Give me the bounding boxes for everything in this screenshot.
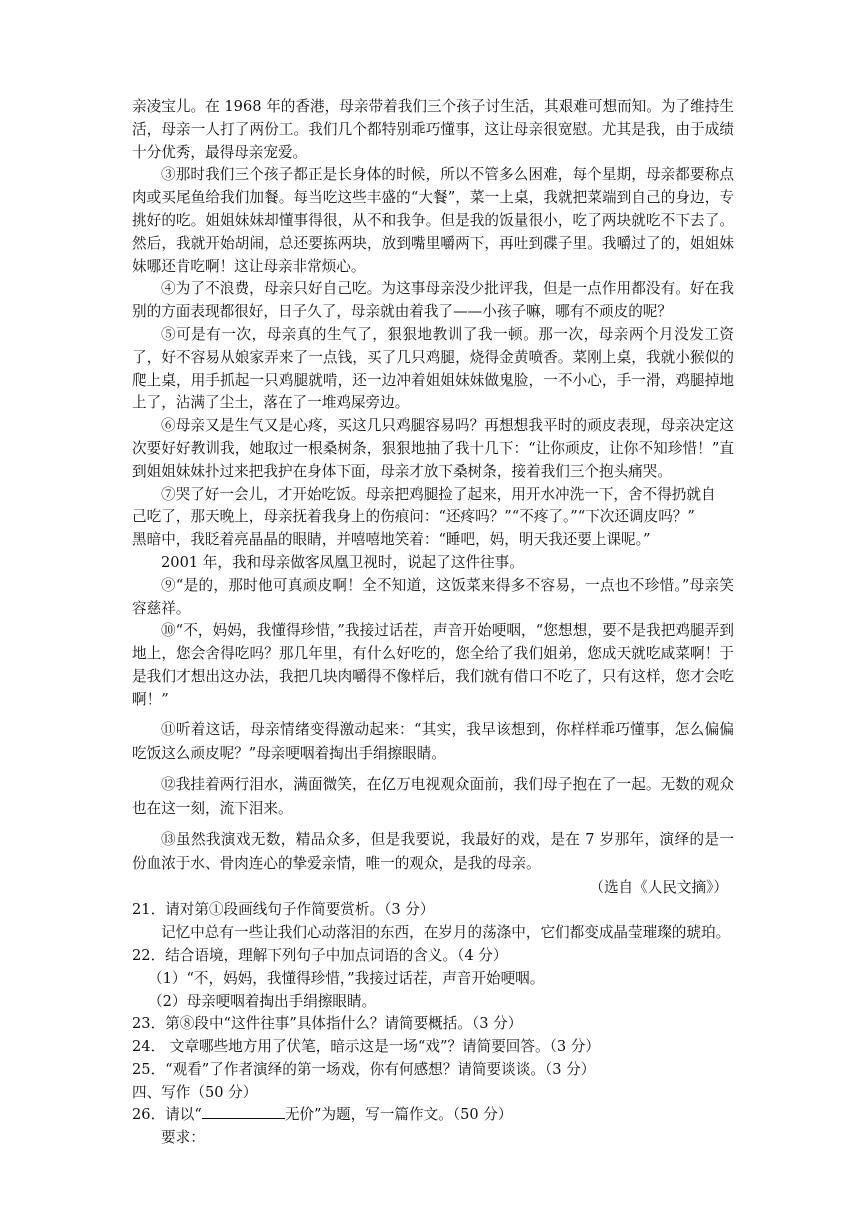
question-21: 21．请对第①段画线句子作简要赏析。（3 分） — [132, 901, 435, 919]
question-25: 25．“观看”了作者演绎的第一场戏，你有何感想？请简要谈谈。（3 分） — [132, 1060, 596, 1078]
paragraph-11: ⑪听着这话，母亲情绪变得激动起来：“其实，我早该想到，你样样乖巧懂事，怎么偏偏吃饭这么顽皮呢？”母亲哽咽着掏出手绢擦眼睛。 — [132, 720, 734, 763]
question-26 — [132, 1104, 734, 1127]
paragraph-5: ⑤可是有一次，母亲真的生气了，狠狠地教训了我一顿。那一次，母亲两个月没发工资了，好不容易从娘家弄来了一点钱，买了几只鸡腿，烧得金黄喷香。菜刚上桌，我就小猴似的爬上桌，用手抓起一只鸡腿就啃，还一边冲着姐姐妹妹做鬼脸，一不小心，手一滑，鸡腿掉地上了，沾满了尘土，落在了一堆鸡屎旁边。 — [132, 325, 734, 412]
paragraph-dark: 黑暗中，我眨着亮晶晶的眼睛，并嘻嘻地笑着：“睡吧，妈，明天我还要上课呢。” — [132, 531, 651, 549]
exam-page — [132, 96, 734, 1150]
paragraph-8: 2001 年，我和母亲做客凤凰卫视时，说起了这件往事。 — [161, 553, 524, 571]
question-26-suffix: 无价”为题，写一篇作文。（50 分） — [284, 1106, 513, 1124]
paragraph-12: ⑫我挂着两行泪水，满面微笑，在亿万电视观众面前，我们母子抱在了一起。无数的观众也在这一刻，流下泪来。 — [132, 775, 734, 818]
writing-heading: 四、写作（50 分） — [132, 1083, 258, 1101]
paragraph-1-end: 亲凌宝儿。在 1968 年的香港，母亲带着我们三个孩子讨生活，其艰难可想而知。为了维持生活，母亲一人打了两份工。我们几个都特别乖巧懂事，这让母亲很宽慰。尤其是我，由于成绩十分优秀，最得母亲宠爱。 — [132, 98, 734, 161]
question-21-quote: 记忆中总有一些让我们心动落泪的东西，在岁月的荡涤中，它们都变成晶莹璀璨的琥珀。 — [161, 924, 731, 942]
paragraph-7: ⑦哭了好一会儿，才开始吃饭。母亲把鸡腿捡了起来，用开水冲洗一下，舍不得扔就自 — [161, 485, 716, 503]
requirements-label: 要求： — [161, 1129, 205, 1147]
source-note: （选自《人民文摘》） — [589, 878, 728, 896]
question-22-item-2: （2）母亲哽咽着掏出手绢擦眼睛。 — [148, 992, 377, 1010]
paragraph-9: ⑨“是的，那时他可真顽皮啊！全不知道，这饭菜来得多不容易，一点也不珍惜。”母亲笑容慈祥。 — [132, 576, 734, 617]
question-22: 22．结合语境，理解下列句子中加点词语的含义。（4 分） — [132, 946, 508, 964]
question-23: 23．第⑧段中“这件往事”具体指什么？请简要概括。（3 分） — [132, 1015, 523, 1033]
paragraph-13: ⑬虽然我演戏无数，精品众多，但是我要说，我最好的戏，是在 7 岁那年，演绎的是一份血浓于水、骨肉连心的挚爱亲情，唯一的观众，是我的母亲。 — [132, 830, 734, 873]
question-26-prefix: 26．请以“ — [132, 1106, 202, 1124]
paragraph-3: ③那时我们三个孩子都正是长身体的时候，所以不管多么困难，每个星期，母亲都要称点肉或买尾鱼给我们加餐。每当吃这些丰盛的“大餐”，菜一上桌，我就把菜端到自己的身边，专挑好的吃。姐姐妹妹却懂事得很，从不和我争。但是我的饭量很小，吃了两块就吃不下去了。然后，我就开始胡闹，总还要拣两块，放到嘴里嚼两下，再吐到碟子里。我嚼过了的，姐姐妹妹哪还肯吃啊！这让母亲非常烦心。 — [132, 166, 734, 275]
question-24: 24． 文章哪些地方用了伏笔，暗示这是一场“戏”？请简要回答。（3 分） — [132, 1038, 600, 1056]
paragraph-4: ④为了不浪费，母亲只好自己吃。为这事母亲没少批评我，但是一点作用都没有。好在我别的方面表现都很好，日子久了，母亲就由着我了——小孩子嘛，哪有不顽皮的呢？ — [132, 280, 734, 321]
paragraph-7-cont: 己吃了，那天晚上，母亲抚着我身上的伤痕问：“还疼吗？”“不疼了。”“下次还调皮吗？” — [132, 508, 695, 526]
paragraph-10: ⑩“不，妈妈，我懂得珍惜，”我接过话茬，声音开始哽咽，“您想想，要不是我把鸡腿弄到地上，您会舍得吃吗？那几年里，有什么好吃的，您全给了我们姐弟，您成天就吃咸菜啊！于是我们才想出这办法，我把几块肉嚼得不像样后，我们就有借口不吃了，只有这样，您才会吃啊！” — [132, 622, 734, 708]
paragraph-6: ⑥母亲又是生气又是心疼，买这几只鸡腿容易吗？再想想我平时的顽皮表现，母亲决定这次要好好教训我，她取过一根桑树条，狠狠地抽了我十几下：“让你顽皮，让你不知珍惜！”直到姐姐妹妹扑过来把我护在身体下面，母亲才放下桑树条，接着我们三个抱头痛哭。 — [132, 417, 734, 480]
question-22-item-1: （1）“不，妈妈，我懂得珍惜，”我接过话茬，声音开始哽咽。 — [148, 969, 545, 987]
title-blank — [202, 1104, 285, 1119]
